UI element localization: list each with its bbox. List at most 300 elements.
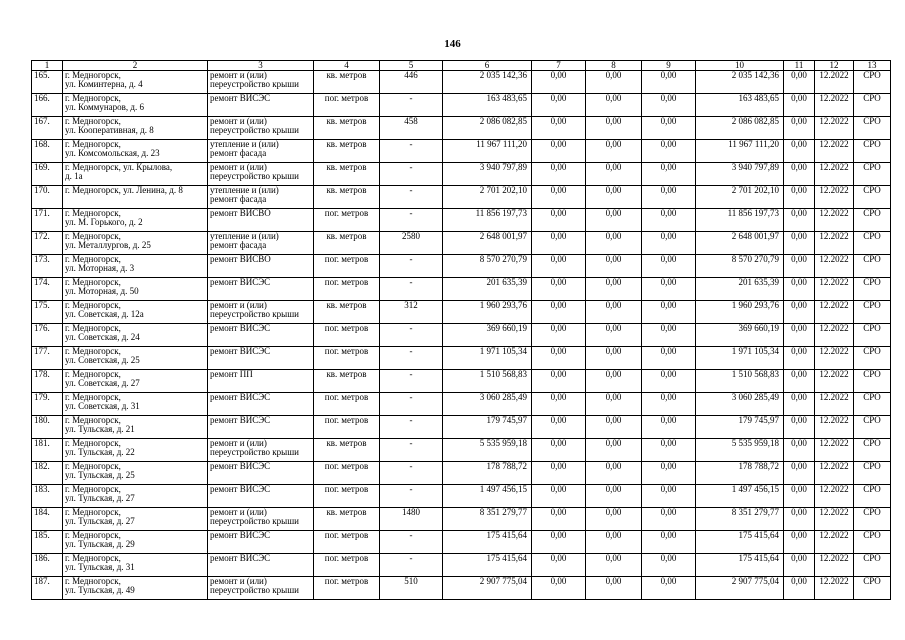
address-cell [63,301,208,324]
funding-cell: 0,00 [586,232,642,255]
total-cell: 2 648 001,97 [696,232,784,255]
address-cell [63,71,208,94]
deadline-cell: 12.2022 [815,209,854,232]
work-type-cell-line: ремонт и (или) [210,70,267,80]
contractor-cell: СРО [854,94,891,117]
contractor-cell: СРО [854,577,891,600]
work-type-cell [208,370,314,393]
table-row [32,140,891,163]
work-type-cell [208,485,314,508]
row-number-cell: 170. [32,186,63,209]
funding-cell: 0,00 [642,324,696,347]
deadline-cell: 12.2022 [815,416,854,439]
cost-cell: 1 497 456,15 [443,485,532,508]
address-cell-line: ул. Советская, д. 31 [65,401,140,412]
funding-cell: 0,00 [586,439,642,462]
row-number-cell: 171. [32,209,63,232]
table-row [32,554,891,577]
row-number-cell: 183. [32,485,63,508]
contractor-cell: СРО [854,393,891,416]
column-header: 2 [63,61,208,71]
deadline-cell: 12.2022 [815,278,854,301]
table-row [32,531,891,554]
total-cell: 163 483,65 [696,94,784,117]
address-cell-line: г. Медногорск, [65,139,121,149]
deadline-cell: 12.2022 [815,232,854,255]
volume-cell: - [380,324,443,347]
total-cell: 175 415,64 [696,554,784,577]
funding-cell: 0,00 [532,301,586,324]
row-number-cell: 187. [32,577,63,600]
address-cell-line: г. Медногорск, [65,484,121,494]
address-cell-line: г. Медногорск, [65,323,121,333]
funding-cell: 0,00 [642,347,696,370]
funding-cell: 0,00 [784,485,815,508]
address-cell-line: д. 1а [65,171,83,182]
table-row [32,462,891,485]
address-cell [63,324,208,347]
table-row [32,255,891,278]
funding-cell: 0,00 [642,140,696,163]
total-cell: 1 960 293,76 [696,301,784,324]
funding-cell: 0,00 [642,71,696,94]
row-number-cell: 167. [32,117,63,140]
row-number-cell: 177. [32,347,63,370]
funding-cell: 0,00 [586,71,642,94]
work-type-cell [208,186,314,209]
total-cell: 2 035 142,36 [696,71,784,94]
work-type-cell-line: ремонт фасада [210,148,267,159]
row-number-cell: 169. [32,163,63,186]
address-cell-line: ул. Моторная, д. 50 [65,286,139,297]
unit-cell: кв. метров [314,71,380,94]
work-type-cell-line: ремонт фасада [210,194,267,205]
cost-cell: 11 856 197,73 [443,209,532,232]
address-cell-line: ул. Коммунаров, д. 6 [65,102,145,113]
cost-cell: 8 351 279,77 [443,508,532,531]
row-number-cell: 184. [32,508,63,531]
total-cell: 11 967 111,20 [696,140,784,163]
funding-cell: 0,00 [532,370,586,393]
unit-cell: пог. метров [314,347,380,370]
cost-cell: 8 570 270,79 [443,255,532,278]
contractor-cell: СРО [854,462,891,485]
address-cell-line: ул. Моторная, д. 3 [65,263,135,274]
column-numbers-row [32,61,891,71]
cost-cell: 175 415,64 [443,531,532,554]
work-type-cell [208,209,314,232]
funding-cell: 0,00 [532,255,586,278]
funding-cell: 0,00 [586,94,642,117]
total-cell: 8 570 270,79 [696,255,784,278]
capital-repair-table [31,60,891,600]
cost-cell: 3 940 797,89 [443,163,532,186]
funding-cell: 0,00 [586,324,642,347]
unit-cell: кв. метров [314,301,380,324]
volume-cell: - [380,393,443,416]
cost-cell: 3 060 285,49 [443,393,532,416]
work-type-cell [208,163,314,186]
address-cell-line: ул. Коминтерна, д. 4 [65,79,143,90]
deadline-cell: 12.2022 [815,140,854,163]
row-number-cell: 176. [32,324,63,347]
funding-cell: 0,00 [784,393,815,416]
total-cell: 11 856 197,73 [696,209,784,232]
deadline-cell: 12.2022 [815,531,854,554]
contractor-cell: СРО [854,186,891,209]
cost-cell: 5 535 959,18 [443,439,532,462]
unit-cell: пог. метров [314,531,380,554]
funding-cell: 0,00 [784,554,815,577]
contractor-cell: СРО [854,508,891,531]
column-header: 7 [532,61,586,71]
address-cell [63,416,208,439]
volume-cell: - [380,94,443,117]
address-cell [63,117,208,140]
contractor-cell: СРО [854,531,891,554]
work-type-cell-line: утепление и (или) [210,139,279,149]
volume-cell: - [380,416,443,439]
column-header: 9 [642,61,696,71]
funding-cell: 0,00 [784,209,815,232]
address-cell-line: ул. Советская, д. 24 [65,332,140,343]
funding-cell: 0,00 [642,370,696,393]
cost-cell: 1 960 293,76 [443,301,532,324]
address-cell-line: г. Медногорск, [65,277,121,287]
address-cell-line: ул. Тульская, д. 22 [65,447,135,458]
volume-cell: 446 [380,71,443,94]
contractor-cell: СРО [854,324,891,347]
deadline-cell: 12.2022 [815,71,854,94]
address-cell-line: ул. Металлургов, д. 25 [65,240,151,251]
volume-cell: 312 [380,301,443,324]
address-cell [63,508,208,531]
volume-cell: - [380,439,443,462]
row-number-cell: 175. [32,301,63,324]
row-number-cell: 182. [32,462,63,485]
total-cell: 1 971 105,34 [696,347,784,370]
funding-cell: 0,00 [586,485,642,508]
cost-cell: 201 635,39 [443,278,532,301]
contractor-cell: СРО [854,485,891,508]
cost-cell: 2 701 202,10 [443,186,532,209]
funding-cell: 0,00 [642,439,696,462]
funding-cell: 0,00 [586,416,642,439]
deadline-cell: 12.2022 [815,393,854,416]
funding-cell: 0,00 [784,71,815,94]
work-type-cell-line: ремонт фасада [210,240,267,251]
work-type-cell-line: ремонт и (или) [210,576,267,586]
table-row [32,508,891,531]
work-type-cell-line: переустройство крыши [210,516,299,527]
address-cell [63,255,208,278]
address-cell-line: ул. Тульская, д. 21 [65,424,135,435]
contractor-cell: СРО [854,416,891,439]
row-number-cell: 165. [32,71,63,94]
address-cell-line: г. Медногорск, [65,530,121,540]
address-cell [63,462,208,485]
funding-cell: 0,00 [532,577,586,600]
work-type-cell [208,347,314,370]
address-cell-line: г. Медногорск, [65,438,121,448]
volume-cell: - [380,278,443,301]
work-type-cell [208,462,314,485]
total-cell: 179 745,97 [696,416,784,439]
cost-cell: 175 415,64 [443,554,532,577]
address-cell-line: ул. Советская, д. 25 [65,355,140,366]
funding-cell: 0,00 [532,347,586,370]
funding-cell: 0,00 [586,462,642,485]
address-cell-line: г. Медногорск, [65,208,121,218]
column-header: 12 [815,61,854,71]
work-type-cell [208,393,314,416]
total-cell: 2 086 082,85 [696,117,784,140]
volume-cell: 2580 [380,232,443,255]
volume-cell: - [380,485,443,508]
funding-cell: 0,00 [586,140,642,163]
table-row [32,71,891,94]
contractor-cell: СРО [854,255,891,278]
work-type-cell-line: ремонт ВИСЭС [210,346,271,356]
column-header: 13 [854,61,891,71]
work-type-cell [208,439,314,462]
work-type-cell-line: ремонт ВИСЭС [210,392,271,402]
work-type-cell-line: переустройство крыши [210,171,299,182]
address-cell [63,531,208,554]
contractor-cell: СРО [854,71,891,94]
address-cell-line: ул. Комсомольская, д. 23 [65,148,160,159]
table-row [32,209,891,232]
work-type-cell-line: ремонт ВИСЭС [210,323,271,333]
address-cell [63,347,208,370]
work-type-cell [208,117,314,140]
deadline-cell: 12.2022 [815,370,854,393]
funding-cell: 0,00 [642,531,696,554]
total-cell: 2 907 775,04 [696,577,784,600]
work-type-cell-line: ремонт и (или) [210,116,267,126]
address-cell [63,278,208,301]
funding-cell: 0,00 [642,163,696,186]
funding-cell: 0,00 [532,163,586,186]
funding-cell: 0,00 [532,508,586,531]
address-cell-line: г. Медногорск, [65,461,121,471]
volume-cell: - [380,163,443,186]
address-cell-line: ул. Тульская, д. 27 [65,516,135,527]
deadline-cell: 12.2022 [815,255,854,278]
work-type-cell-line: ремонт ВИСЭС [210,277,271,287]
work-type-cell [208,71,314,94]
work-type-cell-line: ремонт ВИСВО [210,208,271,218]
funding-cell: 0,00 [784,278,815,301]
address-cell [63,370,208,393]
work-type-cell-line: ремонт и (или) [210,507,267,517]
column-header: 5 [380,61,443,71]
work-type-cell [208,554,314,577]
contractor-cell: СРО [854,117,891,140]
funding-cell: 0,00 [532,324,586,347]
funding-cell: 0,00 [642,416,696,439]
work-type-cell-line: ремонт ВИСЭС [210,484,271,494]
address-cell [63,439,208,462]
funding-cell: 0,00 [586,209,642,232]
work-type-cell [208,324,314,347]
cost-cell: 2 648 001,97 [443,232,532,255]
column-header: 6 [443,61,532,71]
volume-cell: - [380,554,443,577]
work-type-cell-line: ремонт ВИСЭС [210,530,271,540]
total-cell: 175 415,64 [696,531,784,554]
table-row [32,94,891,117]
deadline-cell: 12.2022 [815,117,854,140]
row-number-cell: 172. [32,232,63,255]
funding-cell: 0,00 [586,347,642,370]
work-type-cell-line: ремонт ВИСЭС [210,553,271,563]
funding-cell: 0,00 [586,531,642,554]
address-cell [63,554,208,577]
work-type-cell-line: ремонт ВИСЭС [210,93,271,103]
total-cell: 178 788,72 [696,462,784,485]
funding-cell: 0,00 [532,140,586,163]
work-type-cell-line: ремонт и (или) [210,300,267,310]
cost-cell: 11 967 111,20 [443,140,532,163]
volume-cell: - [380,255,443,278]
funding-cell: 0,00 [784,416,815,439]
funding-cell: 0,00 [586,301,642,324]
funding-cell: 0,00 [642,485,696,508]
total-cell: 5 535 959,18 [696,439,784,462]
cost-cell: 2 907 775,04 [443,577,532,600]
funding-cell: 0,00 [532,554,586,577]
address-cell [63,94,208,117]
address-cell-line: ул. Тульская, д. 25 [65,470,135,481]
contractor-cell: СРО [854,347,891,370]
work-type-cell-line: утепление и (или) [210,231,279,241]
row-number-cell: 168. [32,140,63,163]
column-header: 8 [586,61,642,71]
row-number-cell: 185. [32,531,63,554]
funding-cell: 0,00 [642,278,696,301]
funding-cell: 0,00 [642,462,696,485]
work-type-cell-line: переустройство крыши [210,79,299,90]
row-number-cell: 179. [32,393,63,416]
funding-cell: 0,00 [642,554,696,577]
funding-cell: 0,00 [784,163,815,186]
address-cell [63,209,208,232]
address-cell-line: г. Медногорск, [65,70,121,80]
row-number-cell: 186. [32,554,63,577]
column-header: 4 [314,61,380,71]
funding-cell: 0,00 [642,94,696,117]
unit-cell: пог. метров [314,393,380,416]
funding-cell: 0,00 [784,117,815,140]
funding-cell: 0,00 [586,163,642,186]
funding-cell: 0,00 [784,186,815,209]
table-row [32,324,891,347]
funding-cell: 0,00 [784,324,815,347]
unit-cell: кв. метров [314,117,380,140]
table-row [32,163,891,186]
column-header: 1 [32,61,63,71]
funding-cell: 0,00 [642,232,696,255]
address-cell-line: г. Медногорск, [65,254,121,264]
cost-cell: 178 788,72 [443,462,532,485]
address-cell-line: г. Медногорск, [65,346,121,356]
funding-cell: 0,00 [586,508,642,531]
work-type-cell [208,94,314,117]
total-cell: 8 351 279,77 [696,508,784,531]
table-row [32,186,891,209]
address-cell-line: г. Медногорск, ул. Крылова, [65,162,173,172]
funding-cell: 0,00 [586,186,642,209]
deadline-cell: 12.2022 [815,163,854,186]
table-row [32,485,891,508]
address-cell-line: г. Медногорск, [65,369,121,379]
unit-cell: кв. метров [314,163,380,186]
column-header: 10 [696,61,784,71]
unit-cell: пог. метров [314,416,380,439]
volume-cell: - [380,370,443,393]
table-row [32,347,891,370]
table-row [32,117,891,140]
work-type-cell [208,531,314,554]
table-row [32,439,891,462]
funding-cell: 0,00 [784,232,815,255]
address-cell [63,577,208,600]
funding-cell: 0,00 [532,71,586,94]
contractor-cell: СРО [854,278,891,301]
work-type-cell [208,508,314,531]
unit-cell: кв. метров [314,232,380,255]
contractor-cell: СРО [854,209,891,232]
address-cell-line: ул. Тульская, д. 31 [65,562,135,573]
funding-cell: 0,00 [532,439,586,462]
address-cell-line: г. Медногорск, [65,576,121,586]
funding-cell: 0,00 [532,232,586,255]
table-row [32,301,891,324]
unit-cell: пог. метров [314,485,380,508]
address-cell-line: г. Медногорск, [65,553,121,563]
deadline-cell: 12.2022 [815,554,854,577]
work-type-cell [208,278,314,301]
work-type-cell-line: утепление и (или) [210,185,279,195]
total-cell: 3 060 285,49 [696,393,784,416]
contractor-cell: СРО [854,301,891,324]
cost-cell: 1 971 105,34 [443,347,532,370]
volume-cell: 1480 [380,508,443,531]
work-type-cell-line: переустройство крыши [210,585,299,596]
deadline-cell: 12.2022 [815,462,854,485]
table-row [32,393,891,416]
unit-cell: пог. метров [314,94,380,117]
contractor-cell: СРО [854,554,891,577]
cost-cell: 179 745,97 [443,416,532,439]
unit-cell: кв. метров [314,140,380,163]
unit-cell: кв. метров [314,508,380,531]
work-type-cell-line: ремонт ВИСЭС [210,461,271,471]
total-cell: 1 497 456,15 [696,485,784,508]
row-number-cell: 166. [32,94,63,117]
deadline-cell: 12.2022 [815,577,854,600]
address-cell [63,186,208,209]
address-cell-line: г. Медногорск, [65,507,121,517]
total-cell: 369 660,19 [696,324,784,347]
funding-cell: 0,00 [532,209,586,232]
funding-cell: 0,00 [784,140,815,163]
address-cell [63,140,208,163]
unit-cell: кв. метров [314,439,380,462]
work-type-cell-line: ремонт ВИСВО [210,254,271,264]
address-cell [63,393,208,416]
